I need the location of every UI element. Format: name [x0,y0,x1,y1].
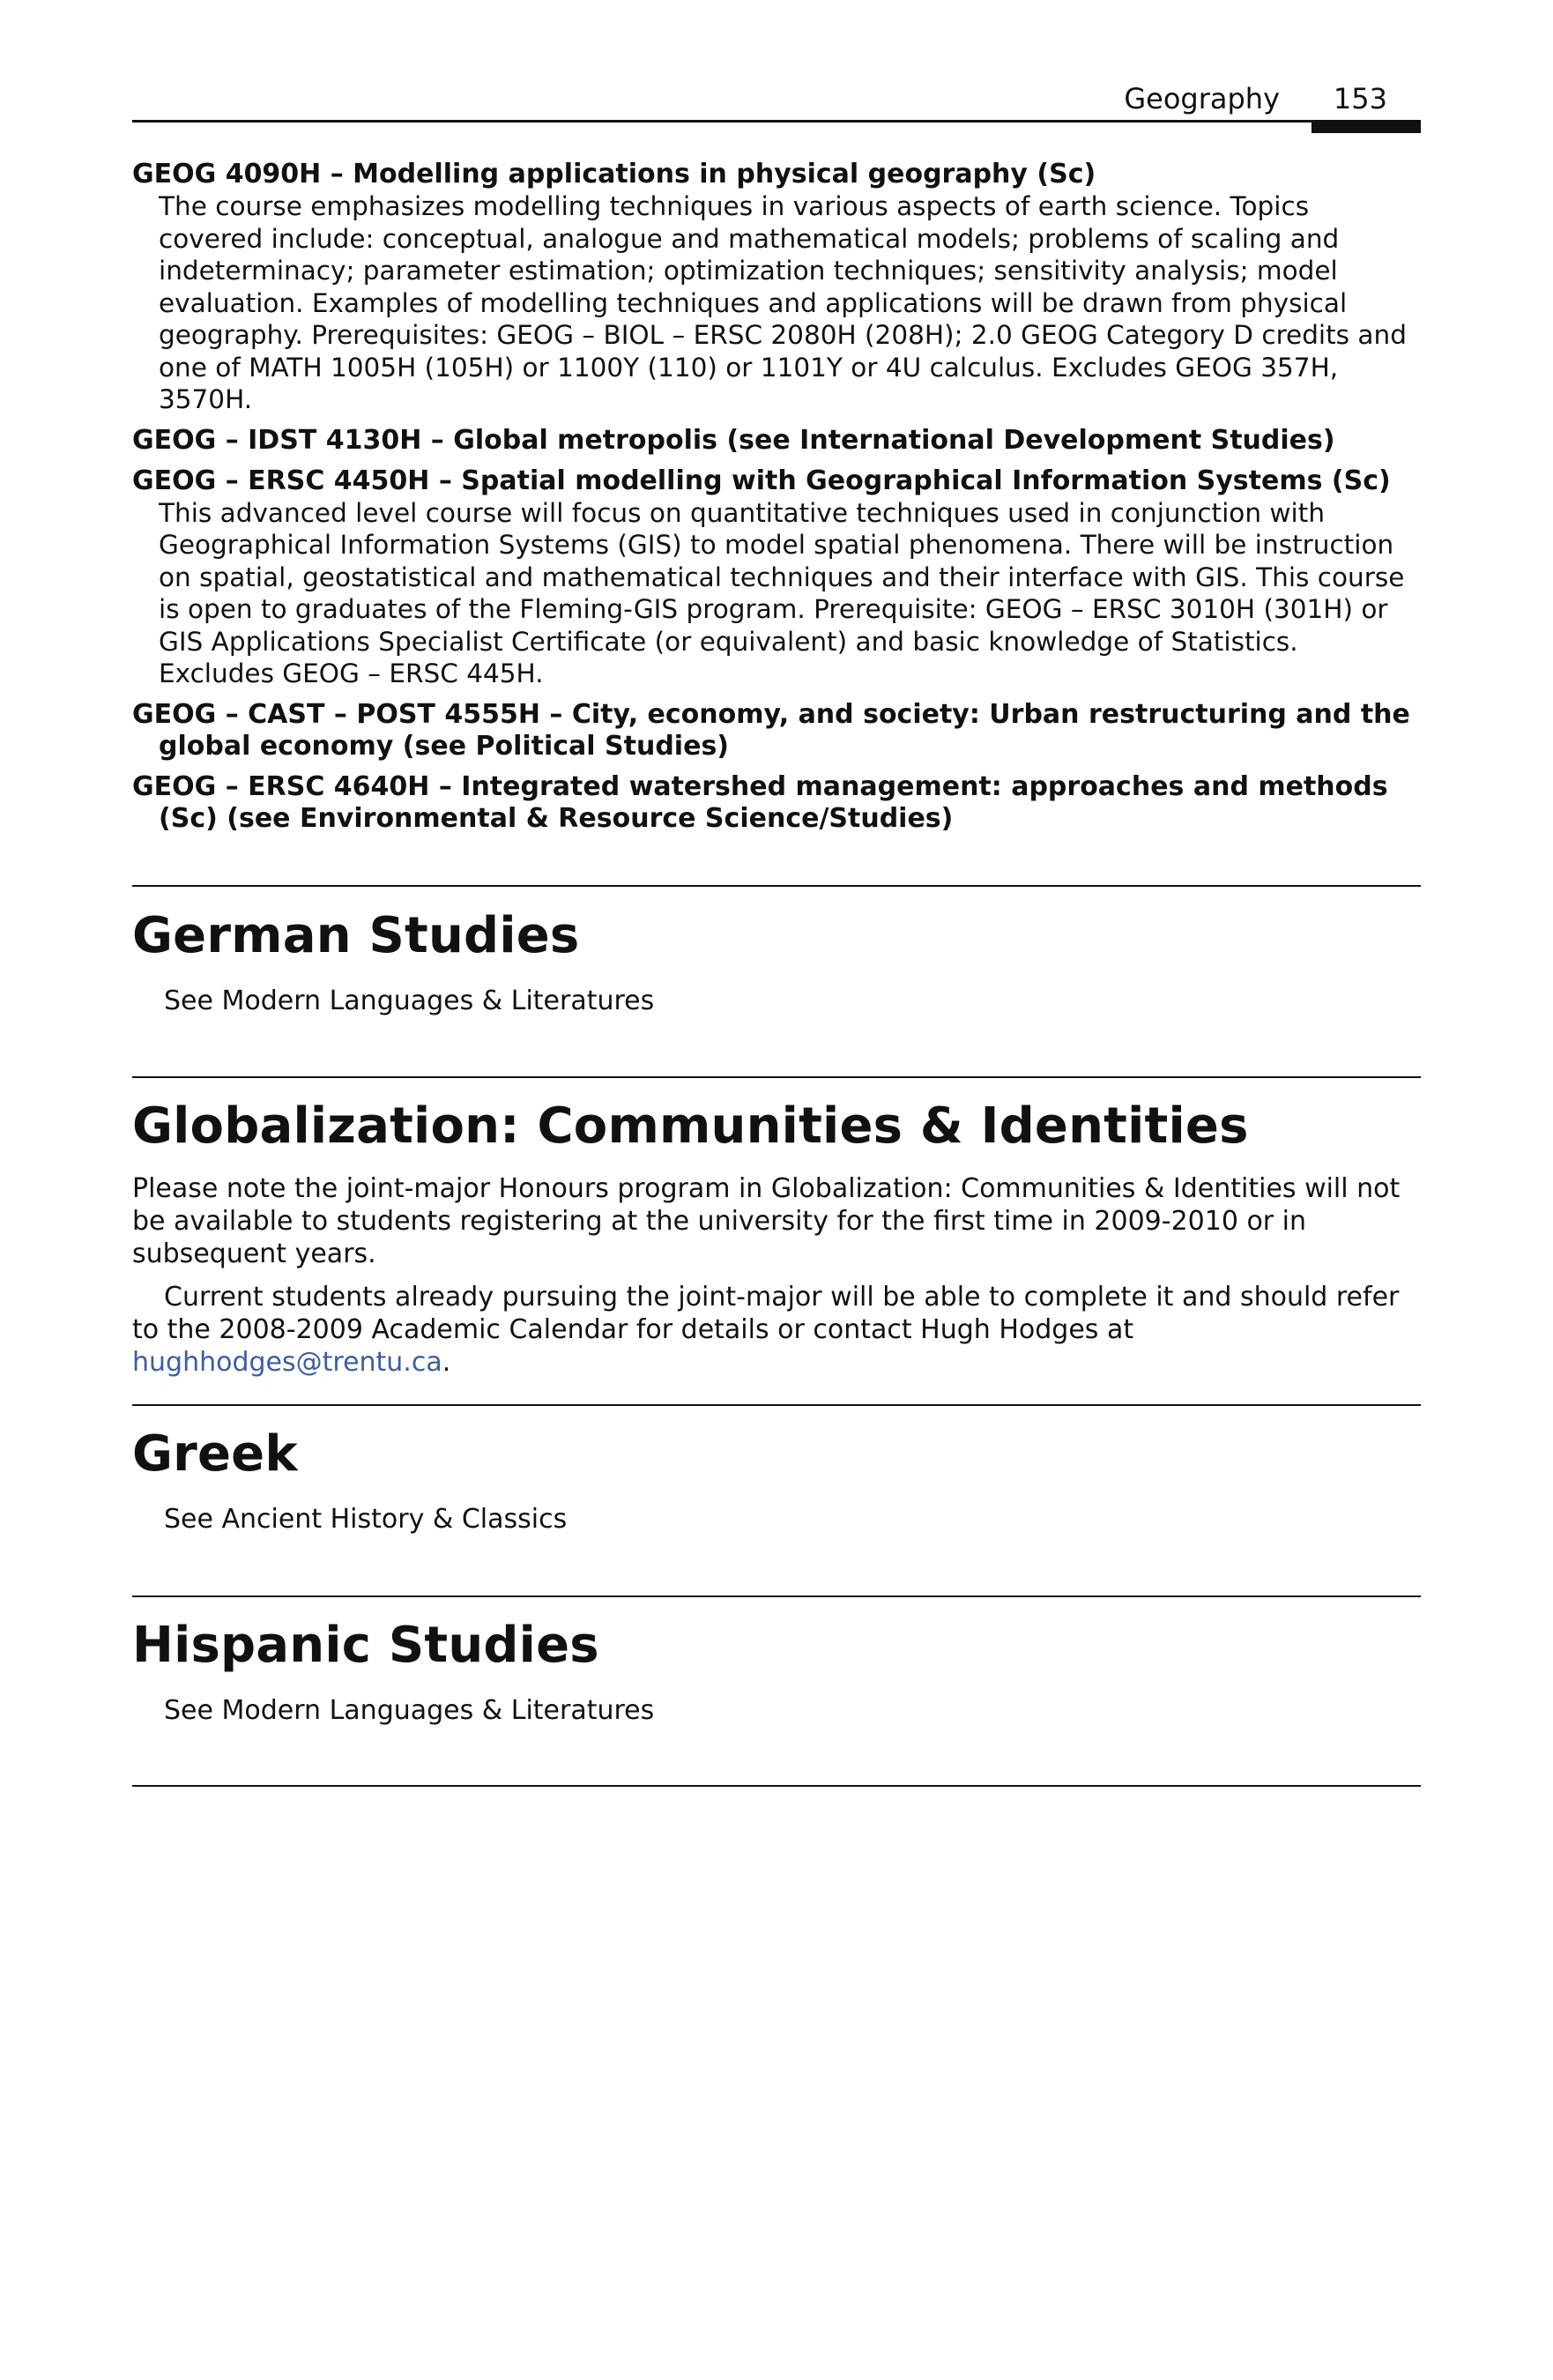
header-rule [132,120,1421,123]
course-entry [132,699,1421,762]
contact-text: Current students already pursuing the joint-major will be able to complete it and should refer to the 2008-2009 Academic Calendar for details or contact Hugh Hodges at [132,1282,1400,1345]
course-list [132,159,1421,844]
section-divider [132,1595,1421,1597]
page-number: 153 [1333,82,1387,115]
section-title-hispanic-studies: Hispanic Studies [132,1617,599,1674]
section-title-greek: Greek [132,1425,298,1483]
section-divider [132,1404,1421,1406]
course-title: GEOG – ERSC 4640H – Integrated watershed management: approaches and methods (Sc) (see Environmental & Resource Science/Studies) [132,770,1388,834]
see-reference: See Modern Languages & Literatures [164,985,655,1016]
course-entry [132,159,1421,416]
course-entry [132,465,1421,690]
course-entry [132,771,1421,835]
header-tab-marker [1312,123,1421,133]
course-description: The course emphasizes modelling techniques in various aspects of earth science. Topics covered include: conceptual, analogue and mathematical models; problems of scaling and indeterminacy; parameter estimation; optimization techniques; sensitivity analysis; model evaluation. Examples of modelling techniques and applications will be drawn from physical geography. Prerequisites: GEOG – BIOL – ERSC 2080H (208H); 2.0 GEOG Category D credits and one of MATH 1005H (105H) or 1100Y (110) or 1101Y or 4U calculus. Excludes GEOG 357H, 3570H. [159,191,1407,414]
globalization-notice: Please note the joint-major Honours program in Globalization: Communities & Identities will not be available to students registering at the university for the first time in 2009-2010 or in subsequent years. [132,1173,1401,1269]
course-title: GEOG – IDST 4130H – Global metropolis (see International Development Studies) [132,424,1335,456]
course-description: This advanced level course will focus on quantitative techniques used in conjunction with Geographical Information Systems (GIS) to model spatial phenomena. There will be instruction on spatial, geostatistical and mathematical techniques and their interface with GIS. This course is open to graduates of the Fleming-GIS program. Prerequisite: GEOG – ERSC 3010H (301H) or GIS Applications Specialist Certificate (or equivalent) and basic knowledge of Statistics. Excludes GEOG – ERSC 445H. [159,497,1405,688]
see-reference: See Ancient History & Classics [164,1504,568,1535]
section-divider [132,1785,1421,1787]
section-title-german-studies: German Studies [132,907,580,964]
section-divider [132,885,1421,887]
see-reference: See Modern Languages & Literatures [164,1695,655,1726]
course-title: GEOG – ERSC 4450H – Spatial modelling with Geographical Information Systems (Sc) [132,465,1391,496]
globalization-contact [132,1281,1421,1379]
running-header [132,81,1421,118]
running-header-section: Geography [1124,82,1280,115]
course-entry [132,425,1421,457]
contact-end: . [442,1347,451,1378]
course-title: GEOG 4090H – Modelling applications in physical geography (Sc) [132,159,1096,190]
email-link[interactable]: hughhodges@trentu.ca [132,1347,442,1378]
section-divider [132,1076,1421,1078]
section-title-globalization: Globalization: Communities & Identities [132,1097,1249,1155]
course-title: GEOG – CAST – POST 4555H – City, economy, and society: Urban restructuring and the global economy (see Political Studies) [132,698,1410,762]
